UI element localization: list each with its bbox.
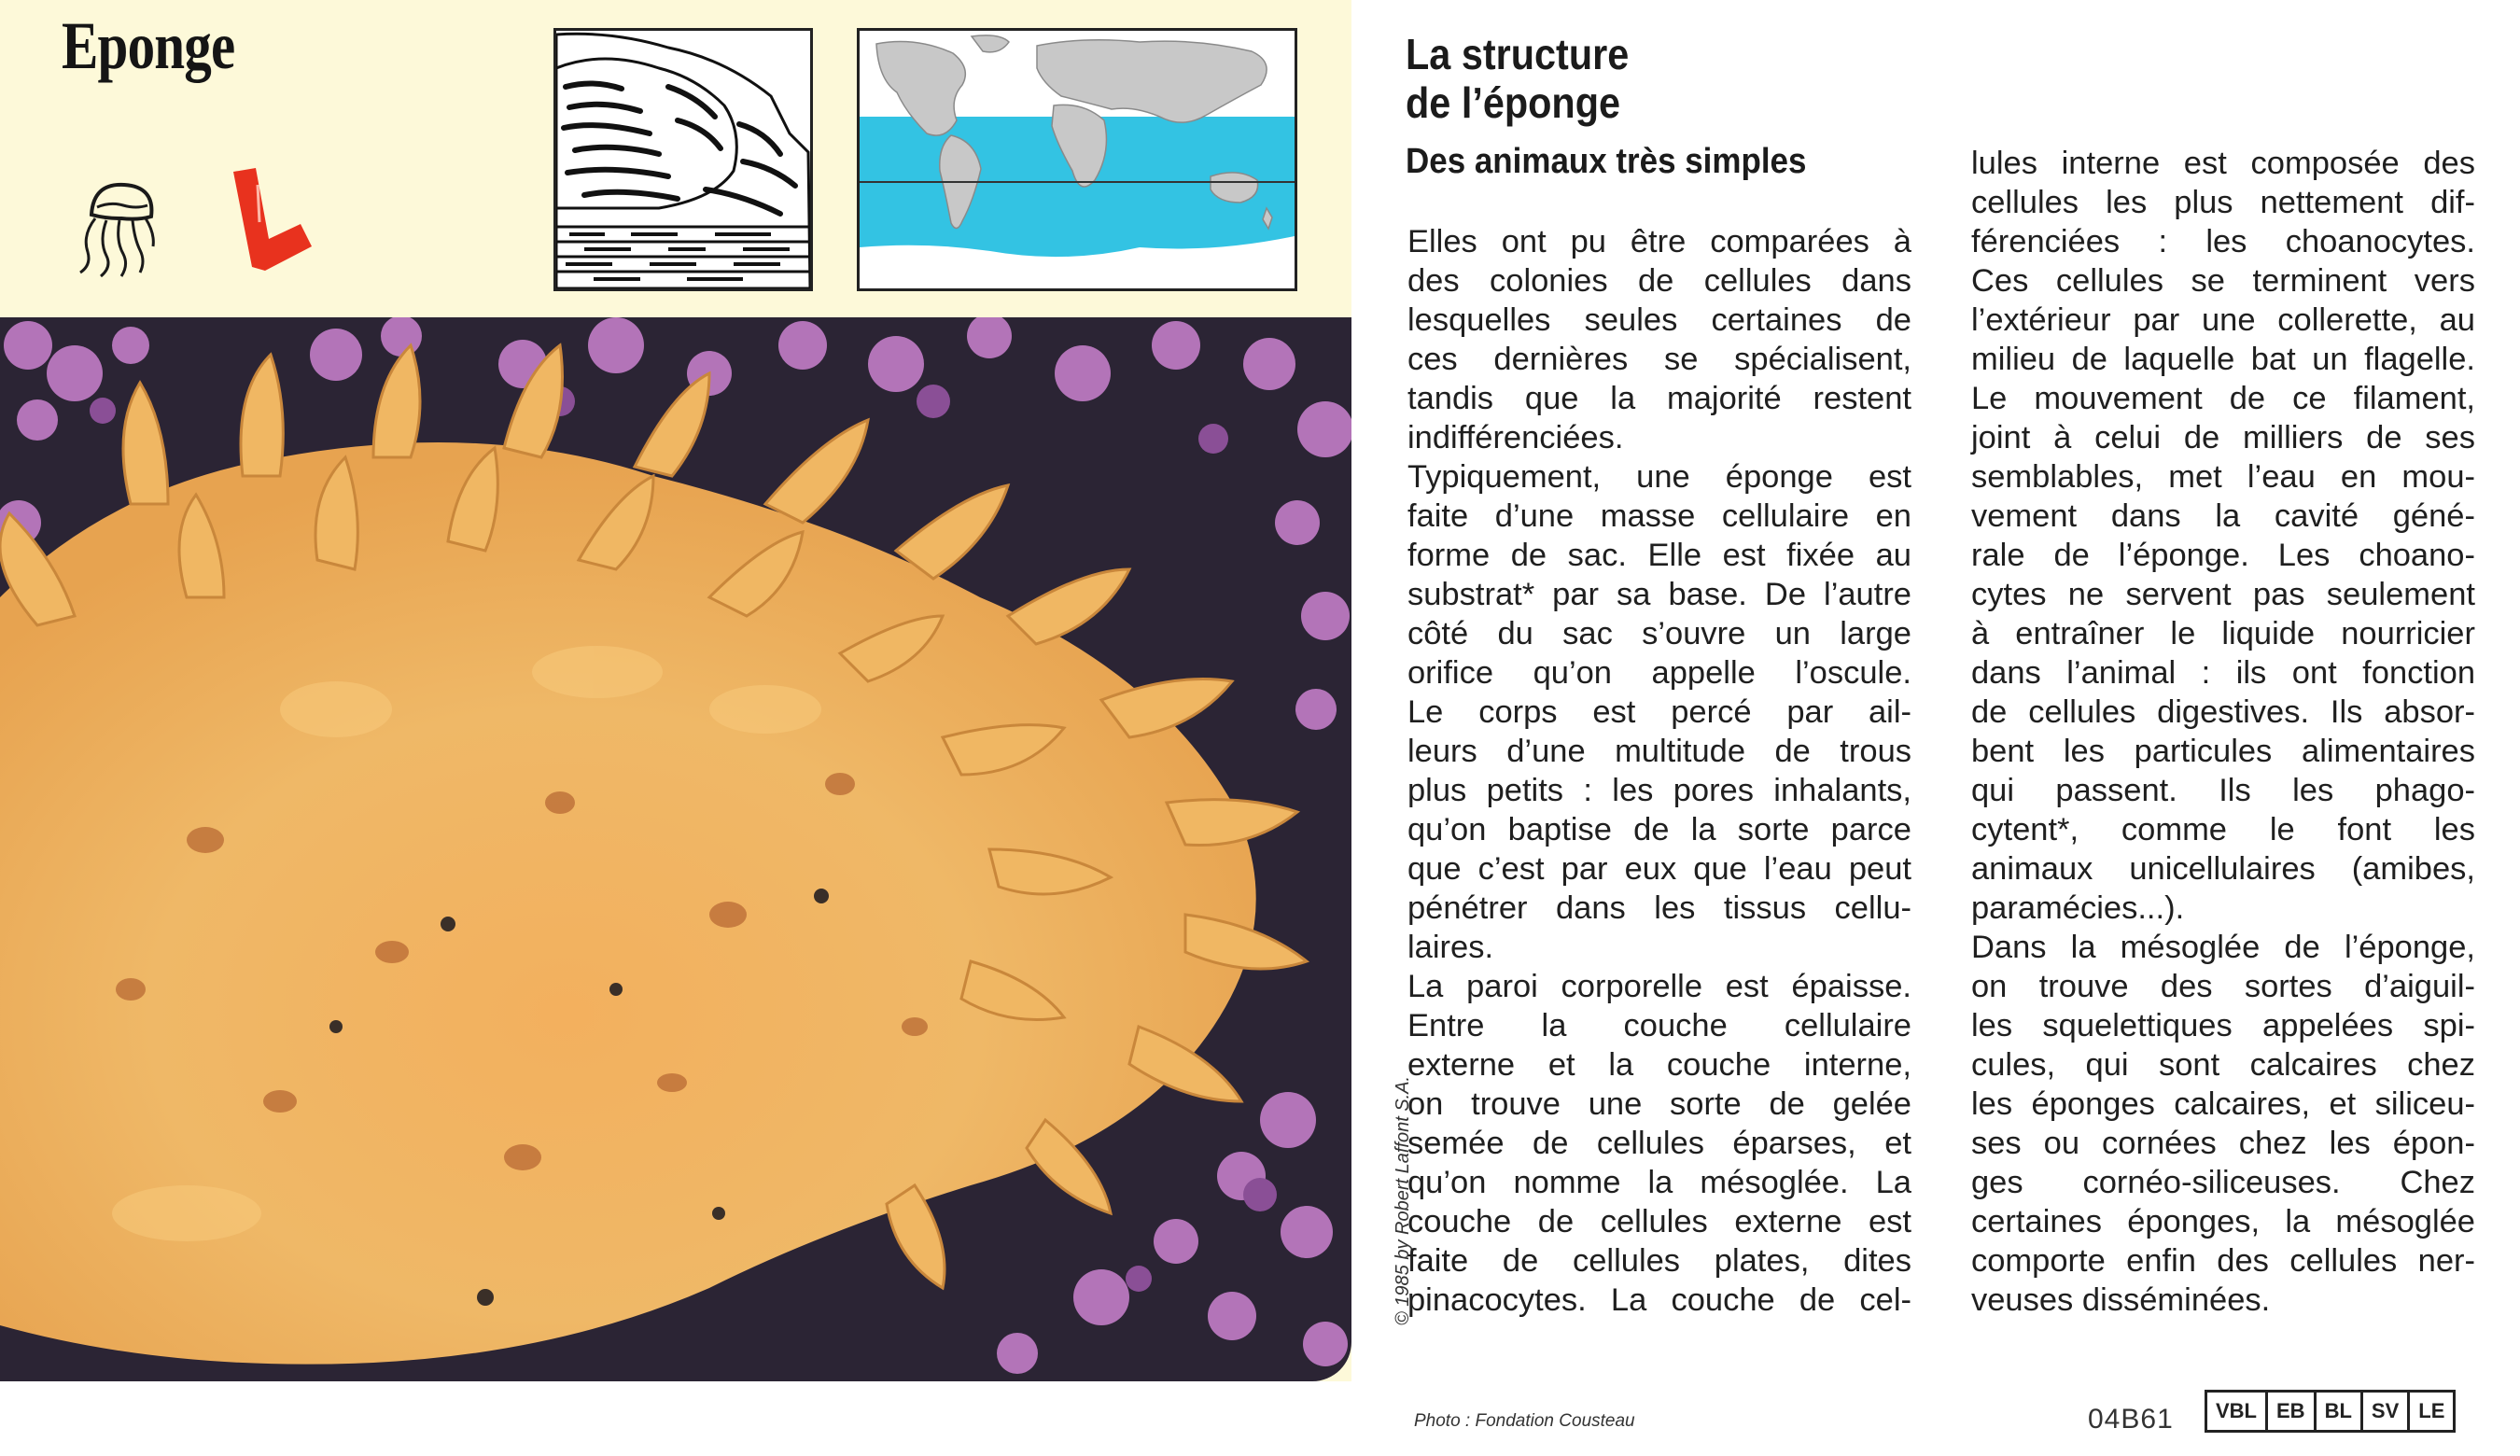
text-line: pénétrer dans les tissus cellu- — [1407, 890, 1911, 926]
text-line: faite d’une masse cellulaire en — [1407, 498, 1911, 534]
jellyfish-icon — [73, 175, 166, 278]
text-line: les squelettiques appelées spi- — [1971, 1008, 2475, 1043]
text-line: semblables, met l’eau en mou- — [1971, 459, 2475, 495]
text-line: veuses disséminées. — [1971, 1282, 2271, 1318]
text-line: cytes ne servent pas seulement — [1971, 577, 2475, 612]
text-line: Dans la mésoglée de l’éponge, — [1971, 930, 2475, 965]
text-line: à entraîner le liquide nourricier — [1971, 616, 2475, 651]
text-line: de cellules digestives. Ils absor- — [1971, 694, 2475, 730]
text-line: cytent*, comme le font les — [1971, 812, 2475, 847]
text-line: des colonies de cellules dans — [1407, 263, 1911, 299]
tag-bl: BL — [2317, 1393, 2363, 1430]
sponge-symbol-icon — [224, 166, 317, 276]
tag-sv: SV — [2363, 1393, 2410, 1430]
distribution-map — [857, 28, 1297, 291]
text-line: férenciées : les choanocytes. — [1971, 224, 2475, 259]
text-line: leurs d’une multitude de trous — [1407, 734, 1911, 769]
text-line: tandis que la majorité restent — [1407, 381, 1911, 416]
habitat-illustration — [553, 28, 813, 291]
text-line: Entre la couche cellulaire — [1407, 1008, 1911, 1043]
text-line: pinacocytes. La couche de cel- — [1407, 1282, 1911, 1318]
text-line: on trouve des sortes d’aiguil- — [1971, 969, 2475, 1004]
rocky-coast-illustration — [556, 31, 810, 288]
classification-tags — [2205, 1390, 2456, 1433]
yellow-sponge-photo — [0, 317, 1351, 1381]
text-column-2 — [1971, 144, 2475, 1320]
text-line: externe et la couche interne, — [1407, 1047, 1911, 1083]
text-line: ces dernières se spécialisent, — [1407, 342, 1911, 377]
text-line: que c’est par eux que l’eau peut — [1407, 851, 1911, 887]
article-title-line: La structure — [1406, 30, 1630, 78]
text-line: ges cornéo-siliceuses. Chez — [1971, 1165, 2475, 1200]
text-line: qu’on baptise de la sorte parce — [1407, 812, 1911, 847]
tag-eb: EB — [2268, 1393, 2317, 1430]
text-line: bent les particules alimentaires — [1971, 734, 2475, 769]
text-line: Le mouvement de ce filament, — [1971, 381, 2475, 416]
text-line: qu’on nomme la mésoglée. La — [1407, 1165, 1911, 1200]
text-line: indifférenciées. — [1407, 420, 1624, 455]
text-column-1 — [1407, 222, 1911, 1320]
text-line: Typiquement, une éponge est — [1407, 459, 1911, 495]
text-line: La paroi corporelle est épaisse. — [1407, 969, 1911, 1004]
text-line: orifice qu’on appelle l’oscule. — [1407, 655, 1911, 691]
article-title — [1406, 30, 1629, 127]
text-line: Le corps est percé par ail- — [1407, 694, 1911, 730]
text-line: Elles ont pu être comparées à — [1407, 224, 1911, 259]
text-line: faite de cellules plates, dites — [1407, 1243, 1911, 1279]
text-line: semée de cellules éparses, et — [1407, 1126, 1911, 1161]
text-line: lesquelles seules certaines de — [1407, 302, 1911, 338]
text-line: couche de cellules externe est — [1407, 1204, 1911, 1239]
text-line: les éponges calcaires, et siliceu- — [1971, 1086, 2475, 1122]
text-line: lules interne est composée des — [1971, 146, 2475, 181]
text-line: côté du sac s’ouvre un large — [1407, 616, 1911, 651]
text-line: plus petits : les pores inhalants, — [1407, 773, 1911, 808]
text-line: on trouve une sorte de gelée — [1407, 1086, 1911, 1122]
text-line: milieu de laquelle bat un flagelle. — [1971, 342, 2475, 377]
article-title-line: de l’éponge — [1406, 78, 1621, 127]
text-line: laires. — [1407, 930, 1494, 965]
text-line: paramécies...). — [1971, 890, 2185, 926]
world-distribution-map — [860, 31, 1295, 288]
photo-credit: Photo : Fondation Cousteau — [1414, 1411, 1635, 1431]
article-subtitle: Des animaux très simples — [1406, 142, 1807, 181]
text-line: qui passent. Ils les phago- — [1971, 773, 2475, 808]
text-line: forme de sac. Elle est fixée au — [1407, 538, 1911, 573]
text-line: rale de l’éponge. Les choano- — [1971, 538, 2475, 573]
text-line: animaux unicellulaires (amibes, — [1971, 851, 2475, 887]
tag-le: LE — [2418, 1399, 2445, 1422]
text-line: cules, qui sont calcaires chez — [1971, 1047, 2475, 1083]
text-line: cellules les plus nettement dif- — [1971, 185, 2475, 220]
text-line: comporte enfin des cellules ner- — [1971, 1243, 2475, 1279]
text-line: Ces cellules se terminent vers — [1971, 263, 2475, 299]
text-line: certaines éponges, la mésoglée — [1971, 1204, 2475, 1239]
card-code: 04B61 — [2088, 1404, 2174, 1435]
text-line: substrat* par sa base. De l’autre — [1407, 577, 1911, 612]
text-line: vement dans la cavité géné- — [1971, 498, 2475, 534]
text-line: joint à celui de milliers de ses — [1971, 420, 2475, 455]
card-title: Eponge — [62, 8, 235, 83]
text-line: l’extérieur par une collerette, au — [1971, 302, 2475, 338]
text-line: ses ou cornées chez les épon- — [1971, 1126, 2475, 1161]
tag-vbl: VBL — [2207, 1393, 2268, 1430]
sponge-photo — [0, 317, 1351, 1381]
text-line: dans l’animal : ils ont fonction — [1971, 655, 2475, 691]
